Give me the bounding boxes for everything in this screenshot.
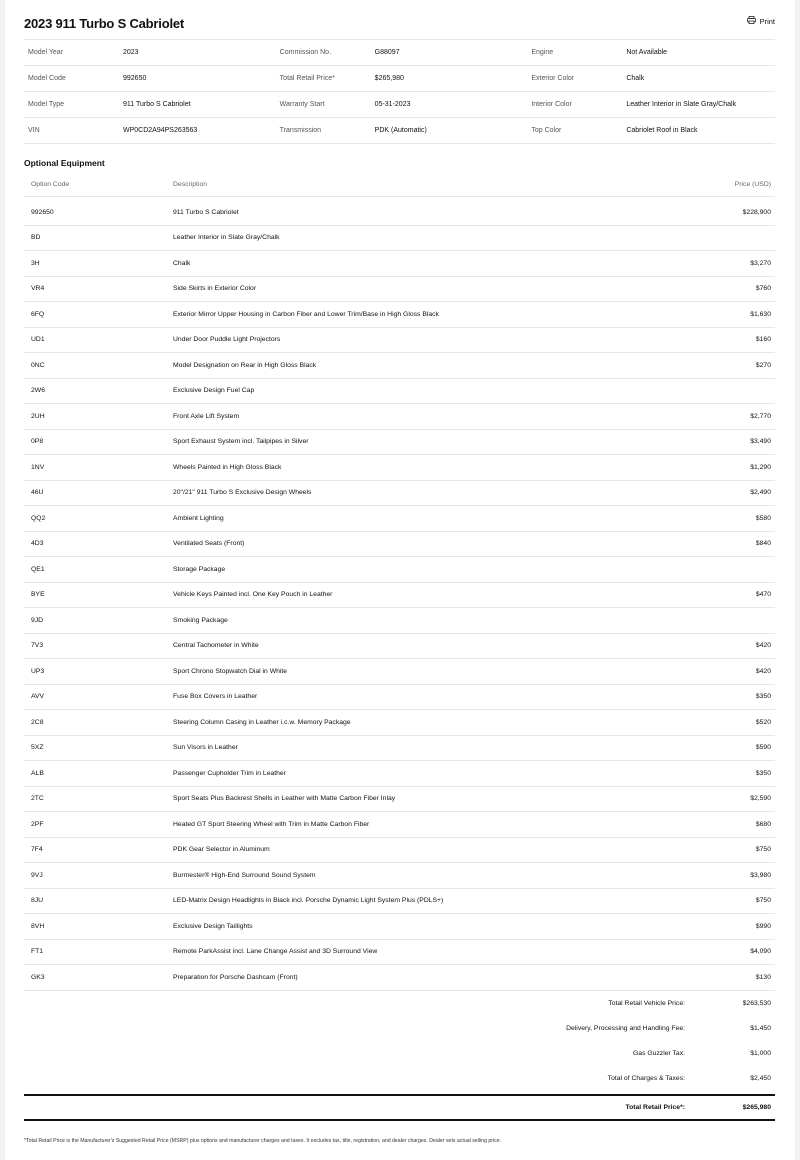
print-label: Print [759,16,775,26]
spec-label: Warranty Start [279,101,325,108]
option-description: Exclusive Design Fuel Cap [173,387,255,395]
option-code: GK3 [31,973,45,981]
option-description: Model Designation on Rear in High Gloss Black [173,361,317,369]
option-row [24,379,775,405]
option-code: 5XZ [31,744,44,752]
option-price: $990 [755,922,771,930]
option-price: $760 [755,285,771,293]
total-retail-price-label: Total Retail Price*: [625,1103,685,1111]
option-price: $160 [755,336,771,344]
spec-value: Cabriolet Roof in Black [626,127,698,134]
option-price: $1,630 [750,310,771,318]
spec-row [24,118,775,144]
option-description: Ambient Lighting [173,514,224,522]
option-code: QQ2 [31,514,46,522]
option-row [24,863,775,889]
spec-value: 05-31-2023 [374,101,411,108]
option-code: 7V3 [31,642,44,650]
option-description: 20"/21" 911 Turbo S Exclusive Design Wheels [173,489,312,497]
option-description: PDK Gear Selector in Aluminum [173,846,270,854]
option-price: $3,490 [750,438,771,446]
option-row [24,353,775,379]
option-description: Exterior Mirror Upper Housing in Carbon Fiber and Lower Trim/Base in High Gloss Black [173,310,439,318]
spec-label: Engine [531,49,554,56]
option-description: Exclusive Design Taillights [173,922,253,930]
option-description: Preparation for Porsche Dashcam (Front) [173,973,298,981]
total-value: $2,450 [750,1075,771,1082]
option-price: $270 [755,361,771,369]
option-row [24,481,775,507]
option-row [24,710,775,736]
option-code: 2UH [31,412,45,420]
option-description: Steering Column Casing in Leather i.c.w. Memory Package [173,718,351,726]
total-retail-price-value: $265,980 [742,1103,771,1111]
spec-value: Leather Interior in Slate Gray/Chalk [626,101,737,108]
total-label: Total Retail Vehicle Price: [608,1000,685,1007]
option-row [24,659,775,685]
option-description: Front Axle Lift System [173,412,240,420]
option-code: QE1 [31,565,45,573]
option-row [24,940,775,966]
option-row [24,685,775,711]
option-row [24,583,775,609]
option-description: Wheels Painted in High Gloss Black [173,463,282,471]
spec-row [24,39,775,66]
option-price: $750 [755,846,771,854]
option-price: $228,900 [742,208,771,216]
total-row [24,1016,775,1041]
option-description: Sport Chrono Stopwatch Dial in White [173,667,288,675]
option-description: Side Skirts in Exterior Color [173,285,257,293]
option-description: LED-Matrix Design Headlights in Black incl. Porsche Dynamic Light System Plus (PDLS+) [173,897,444,905]
option-price: $2,490 [750,489,771,497]
option-code: 9VJ [31,871,43,879]
option-price: $680 [755,820,771,828]
option-price: $3,270 [750,259,771,267]
option-description: Vehicle Keys Painted incl. One Key Pouch in Leather [173,591,333,599]
option-price: $840 [755,540,771,548]
page-title: 2023 911 Turbo S Cabriolet [24,16,185,31]
optional-equipment-title: Optional Equipment [24,158,105,168]
option-row [24,430,775,456]
option-price: $750 [755,897,771,905]
spec-value: 2023 [123,49,139,56]
option-description: Heated GT Sport Steering Wheel with Trim in Matte Carbon Fiber [173,820,370,828]
option-description: Smoking Package [173,616,228,624]
spec-label: Exterior Color [531,75,575,82]
option-row [24,226,775,252]
option-row [24,557,775,583]
spec-row [24,92,775,118]
option-row [24,634,775,660]
divider [24,1119,775,1121]
option-row [24,200,775,226]
option-price: $350 [755,693,771,701]
option-code: 9JD [31,616,44,624]
option-description: Storage Package [173,565,226,573]
option-description: Ventilated Seats (Front) [173,540,245,548]
option-code: 2C8 [31,718,44,726]
option-price: $4,090 [750,948,771,956]
column-header-price: Price (USD) [734,181,771,188]
spec-label: Model Year [28,49,64,56]
option-row [24,302,775,328]
option-price: $3,980 [750,871,771,879]
printer-icon [747,16,756,26]
option-code: BYE [31,591,45,599]
column-header-description: Description [173,181,207,188]
option-price: $420 [755,642,771,650]
total-label: Delivery, Processing and Handling Fee: [566,1025,685,1032]
option-description: 911 Turbo S Cabriolet [173,208,239,216]
option-code: AVV [31,693,45,701]
option-price: $520 [755,718,771,726]
option-price: $350 [755,769,771,777]
total-label: Total of Charges & Taxes: [607,1075,685,1082]
option-code: FT1 [31,948,44,956]
option-row [24,506,775,532]
msrp-footnote: *Total Retail Price is the Manufacturer's Suggested Retail Price (MSRP) plus options and manufacturer charges and taxes. It excludes tax, title, registration, and dealer charges. Dealer sets actual selling price. [24,1138,502,1144]
option-code: 6FQ [31,310,45,318]
option-row [24,608,775,634]
option-row [24,787,775,813]
spec-value: PDK (Automatic) [374,127,427,134]
option-row [24,455,775,481]
option-description: Passenger Cupholder Trim in Leather [173,769,286,777]
option-price: $580 [755,514,771,522]
total-row [24,991,775,1016]
option-code: 1NV [31,463,45,471]
option-price: $130 [755,973,771,981]
option-code: BD [31,234,41,242]
option-description: Under Door Puddle Light Projectors [173,336,281,344]
option-row [24,838,775,864]
option-price: $2,770 [750,412,771,420]
spec-value: 992650 [123,75,147,82]
option-price: $420 [755,667,771,675]
total-value: $1,000 [750,1050,771,1057]
spec-value: G88097 [374,49,400,56]
total-label: Gas Guzzler Tax: [632,1050,685,1057]
total-value: $1,450 [750,1025,771,1032]
option-row [24,404,775,430]
spec-value: Not Available [626,49,668,56]
option-price: $2,590 [750,795,771,803]
option-row [24,761,775,787]
option-code: VR4 [31,285,45,293]
option-code: ALB [31,769,44,777]
option-description: Leather Interior in Slate Gray/Chalk [173,234,280,242]
spec-row [24,66,775,92]
spec-value: WP0CD2A94PS263563 [123,127,198,134]
option-row [24,965,775,991]
option-code: 0NC [31,361,45,369]
option-row [24,251,775,277]
spec-label: Transmission [279,127,322,134]
option-code: 7F4 [31,846,43,854]
option-description: Fuse Box Covers in Leather [173,693,258,701]
page-header [24,14,775,36]
option-description: Sport Seats Plus Backrest Shells in Leather with Matte Carbon Fiber Inlay [173,795,396,803]
spec-label: Total Retail Price* [279,75,335,82]
option-price: $590 [755,744,771,752]
option-price: $1,290 [750,463,771,471]
vehicle-specs [24,39,775,144]
option-row [24,328,775,354]
option-code: 0P8 [31,438,44,446]
option-row [24,532,775,558]
option-code: 992650 [31,208,54,216]
total-retail-price-row [24,1094,775,1118]
option-row [24,736,775,762]
spec-value: 911 Turbo S Cabriolet [123,101,191,108]
window-sticker-page [5,0,795,1160]
option-row [24,277,775,303]
option-code: 2PF [31,820,44,828]
spec-label: Top Color [531,127,562,134]
spec-value: Chalk [626,75,645,82]
options-table-header [24,173,775,197]
spec-label: Model Code [28,75,66,82]
option-code: 4D3 [31,540,44,548]
option-code: 3H [31,259,40,267]
totals-section [24,991,775,1118]
option-description: Burmester® High-End Surround Sound System [173,871,316,879]
option-description: Central Tachometer in White [173,642,259,650]
options-table-body [24,200,775,991]
option-code: UP3 [31,667,45,675]
total-row [24,1066,775,1091]
option-code: UD1 [31,336,45,344]
option-row [24,812,775,838]
column-header-code: Option Code [31,181,70,188]
option-description: Chalk [173,259,191,267]
option-code: 46U [31,489,44,497]
option-price: $470 [755,591,771,599]
print-button[interactable] [747,16,775,26]
spec-value: $265,980 [374,75,404,82]
spec-label: VIN [28,127,40,134]
option-row [24,914,775,940]
total-row [24,1041,775,1066]
option-description: Sport Exhaust System incl. Tailpipes in Silver [173,438,309,446]
spec-label: Model Type [28,101,65,108]
option-code: 8JU [31,897,44,905]
option-description: Remote ParkAssist incl. Lane Change Assist and 3D Surround View [173,948,378,956]
spec-label: Interior Color [531,101,572,108]
total-value: $263,530 [742,1000,771,1007]
option-code: 8VH [31,922,45,930]
option-description: Sun Visors in Leather [173,744,238,752]
spec-label: Commission No. [279,49,332,56]
option-code: 2TC [31,795,44,803]
option-row [24,889,775,915]
option-code: 2W6 [31,387,45,395]
